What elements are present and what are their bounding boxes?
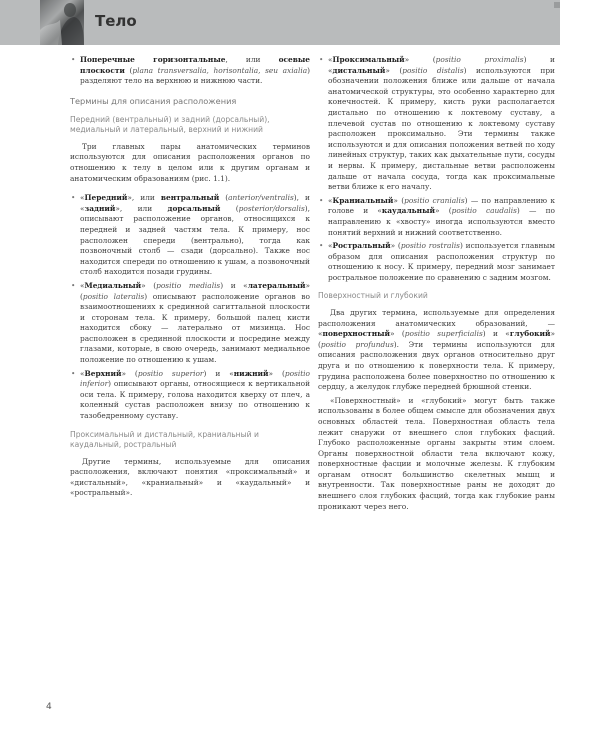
chapter-title: Тело [95,12,137,30]
subheading-proximal-distal: Проксимальный и дистальный, краниальный и каудальный, ростральный [70,429,259,450]
term-axial: осевые плоскости [80,55,310,75]
term-transverse: Поперечные горизонтальные [80,55,226,64]
paragraph: Три главных пары анатомических терминов используются для описания расположения органов по отношению к телу в целом или к другим органам и анатомическим образованиям (рис. 1.1). [70,141,310,183]
subheading-superficial-deep: Поверхностный и глубокий [318,291,428,301]
chapter-header [0,0,560,45]
corner-marker [554,2,560,8]
bullet-transverse-planes: • Поперечные горизонтальные, или осевые плоскости (plana transversalia, horisontalia, seu axialia) разделяют тело на верхнюю и нижнюю части. [71,55,310,86]
bullet-dot: • [71,55,76,64]
latin-term: plana transversalia, horisontalia, seu axialia [132,65,308,75]
paragraph: Другие термины, используемые для описания расположения, включают понятия «проксимальный» и «дистальный», «краниальный» и «каудальный» и «ростральный». [70,456,310,498]
subheading-front-back: Передний (вентральный) и задний (дорсальный), медиальный и латеральный, верхний и нижний [70,114,270,135]
bullet-cranial-caudal: • «Краниальный» (positio cranialis) — по направлению к голове и «каудальный» (positio caudalis) — по направлению к «хвосту» иногда используются вместо понятий верхний и нижний соответственно. [319,195,555,237]
chapter-header-photo [40,0,84,45]
bullet-upper-lower: • «Верхний» (positio superior) и «нижний» (positio inferior) описывают органы, относящиеся к вертикальной оси тела. К примеру, голова находится кверху от плеч, а коленный сустав расположен внизу по отношению к тазобедренному суставу. [71,368,310,421]
bullet-front-back: • «Передний», или вентральный (anterior/ventralis), и «задний», или дорсальный (posterior/dorsalis), описывают расположение органов, относящихся к передней и задней частям тела. К примеру, нос расположен спереди (вентрально), тогда как позвоночный столб — сзади (дорсально). Также нос находится спереди по отношению к ушам, а позвоночный столб находится позади грудины. [71,193,310,277]
right-column [318,55,555,515]
left-column [70,55,310,502]
bullet-medial-lateral: • «Медиальный» (positio medialis) и «латеральный» (positio lateralis) описывают расположение органов во взаимоотношениях к срединной сагиттальной плоскости и сторонам тела. К примеру, большой палец кисти находится сбоку — латерально от мизинца. Нос расположен в срединной плоскости и посредине между глазами, которые, в свою очередь, занимают медиальное положение по отношению к ушам. [71,280,311,365]
section-heading: Термины для описания расположения [70,95,237,106]
figure-silhouette-icon [40,0,84,45]
page-number: 4 [46,702,52,712]
paragraph: «Поверхностный» и «глубокий» могут быть также использованы в более общем смысле для обозначения двух основных областей тела. Поверхностная область тела лежит снаружи от внешнего слоя глубоких фасций. Глубоко расположенные органы закрыты этим слоем. Органы поверхностной области тела включают кожу, поверхностные фасции и молочные железы. К глубоким органам относят большинство скелетных мышц и внутренности. Так поверхностные раны не доходят до внешнего слоя глубоких фасций, тогда как глубокие раны проникают через него. [318,395,555,511]
bullet-rostral: • «Ростральный» (positio rostralis) используется главным образом для описания расположения структур по отношению к носу. К примеру, передний мозг занимает ростральное положение по сравнению с задним мозгом. [319,241,555,282]
paragraph-superficial-deep: Два других термина, используемые для определения расположения анатомических образований, — «поверхностный» (positio superficialis) и «глубокий» (positio profundus). Эти термины используются для описания расположения двух органов относительно друг друга и по отношению к поверхности тела. К примеру, грудина расположена более поверхностно по отношению к сердцу, а желудок глубже передней брюшной стенки. [318,307,555,392]
bullet-proximal-distal: • «Проксимальный» (positio proximalis) и «дистальный» (positio distalis) используются при обозначении положения ближе или дальше от начала анатомической структуры, это особенно характерно для конечностей. К примеру, кисть руки располагается дистально по отношению к локтевому суставу, а плечевой сустав по отношению к локтевому суставу расположен проксимально. Эти термины также используются и для описания положения ветвей по ходу линейных структур, таких как дыхательные пути, сосуды и нервы. К примеру, дистальные ветви расположены дальше от начала сосуда, тогда как проксимальные ветви ближе к его началу. [319,55,555,192]
